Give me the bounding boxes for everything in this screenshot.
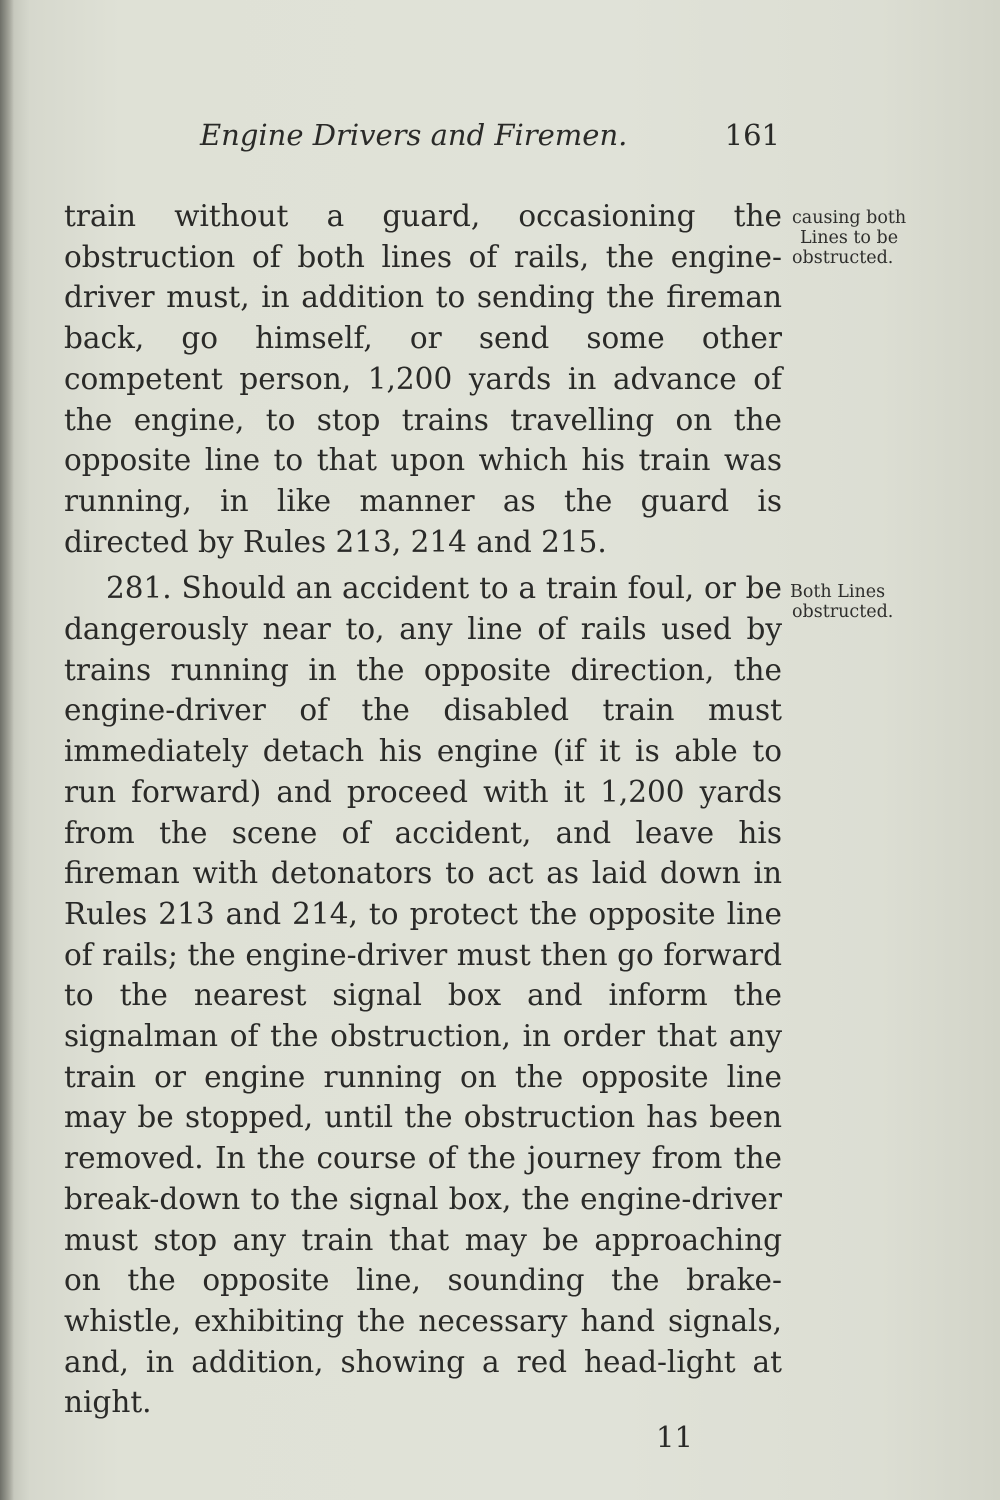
body-text — [64, 196, 782, 1423]
margin-note-causing-both-lines — [792, 208, 942, 268]
margin-note-line: causing both — [792, 208, 907, 228]
margin-note-line: obstructed. — [792, 602, 894, 622]
page-number: 161 — [724, 118, 780, 152]
running-head: Engine Drivers and Firemen. — [200, 118, 628, 152]
margin-note-line: Both Lines — [790, 582, 886, 602]
signature-mark: 11 — [656, 1420, 693, 1454]
margin-note-line: obstructed. — [792, 248, 894, 268]
paragraph-continued: train without a guard, occasioning the obstruction of both lines of rails, the engine-driver must, in addition to sending the fireman back, go himself, or send some other competent person, 1,200 yards in advance of the engine, to stop trains travelling on the opposite line to that upon which his train was running, in like manner as the guard is directed by Rules 213, 214 and 215. — [64, 199, 782, 559]
paragraph-rule-281: 281. Should an accident to a train foul, or be dangerously near to, any line of rails used by trains running in the opposite direction, the engine-driver of the disabled train must immediately detach his engine (if it is able to run forward) and proceed with it 1,200 yards from the scene of accident, and leave his fireman with detonators to act as laid down in Rules 213 and 214, to protect the opposite line of rails; the engine-driver must then go forward to the nearest signal box and inform the signalman of the obstruction, in order that any train or engine running on the opposite line may be stopped, until the obstruction has been removed. In the course of the journey from the break-down to the signal box, the engine-driver must stop any train that may be approaching on the opposite line, sounding the brake-whistle, exhibiting the necessary hand signals, and, in addition, showing a red head-light at night. — [64, 571, 782, 1420]
book-gutter — [0, 0, 14, 1500]
page-header — [200, 118, 780, 158]
margin-note-line: Lines to be — [800, 228, 899, 248]
margin-note-both-lines-obstructed — [790, 582, 940, 622]
